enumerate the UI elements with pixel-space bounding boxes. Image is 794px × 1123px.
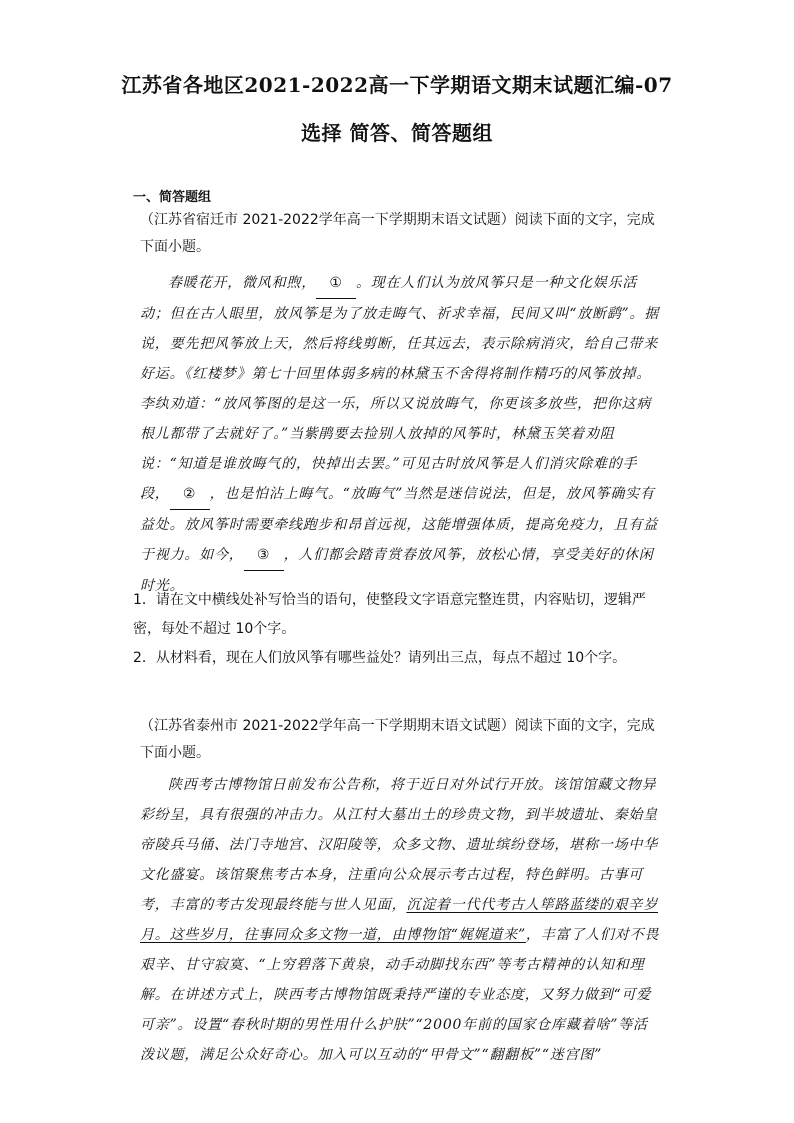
group1-intro: （江苏省宿迁市 2021-2022学年高一下学期期末语文试题）阅读下面的文字，完成下面小题。 [140,212,655,255]
blank-3: ③ [244,540,284,571]
blank-2: ② [170,479,210,510]
passage-text: 陕西考古博物馆日前发布公告称，将于近日对外试行开放。该馆馆藏文物异彩纷呈，具有很强的冲击力。从江村大墓出土的珍贵文物，到半坡遗址、秦始皇帝陵兵马俑、法门寺地宫、汉阳陵等，众多文物、遗址缤纷登场，堪称一场中华文化盛宴。该馆聚焦考古本身，注重向公众展示考古过程，特色鲜明。古事可考，丰富的考古发现最终能与世人见面， [140,777,658,913]
section-heading: 一、简答题组 [133,190,212,205]
passage-text: 春暖花开，微风和煦， [168,275,316,291]
passage-text: ，人们都会踏青赏春放风筝，放松心情，享受美好的休闲时光。 [140,547,654,594]
question-2: 2．从材料看，现在人们放风筝有哪些益处？请列出三点，每点不超过 10个字。 [133,650,627,666]
document-title: 江苏省各地区2021-2022高一下学期语文期末试题汇编-07 [121,73,673,97]
underlined-sentence: 沉淀着一代代考古人筚路蓝缕的艰辛岁月。这些岁月，往事同众多文物一道，由博物馆“娓娓道来” [140,897,659,943]
document-subtitle: 选择 简答、简答题组 [301,121,493,145]
passage-text: ，丰富了人们对不畏艰辛、甘守寂寞、“上穷碧落下黄泉，动手动脚找东西”等考古精神的认知和理解。在讲述方式上，陕西考古博物馆既秉持严谨的专业态度，又努力做到“可爱可亲”。设置“春秋时期的男性用什么护肤”“2000年前的国家仓库藏着啥”等活泼议题，满足公众好奇心。加入可以互动的“甲骨文”“翻翻板”“迷宫图” [140,927,660,1063]
question-1: 1．请在文中横线处补写恰当的语句，使整段文字语意完整连贯，内容贴切，逻辑严密，每处不超过 10个字。 [133,592,646,637]
passage-text: 。现在人们认为放风筝只是一种文化娱乐活动；但在古人眼里，放风筝是为了放走晦气、祈求幸福，民间又叫“放断鹞”。据说，要先把风筝放上天，然后将线剪断，任其远去，表示除病消灾，给自己带来好运。《红楼梦》第七十回里体弱多病的林黛玉不舍得将制作精巧的风筝放掉。李纨劝道：“放风筝图的是这一乐，所以又说放晦气，你更该多放些，把你这病根儿都带了去就好了。”当紫鹃要去捡别人放掉的风筝时，林黛玉笑着劝阻说：“知道是谁放晦气的，快掉出去罢。”可见古时放风筝是人们消灾除难的手段， [140,275,660,502]
blank-1: ① [316,268,356,299]
passage-text: ，也是怕沾上晦气。“放晦气”当然是迷信说法，但是，放风筝确实有益处。放风筝时需要牵线跑步和昂首远视，这能增强体质，提高免疫力，且有益于视力。如今， [140,486,658,563]
group1-passage [140,268,660,601]
group2-passage [140,770,660,1070]
group2-intro: （江苏省泰州市 2021-2022学年高一下学期期末语文试题）阅读下面的文字，完成下面小题。 [140,718,655,761]
